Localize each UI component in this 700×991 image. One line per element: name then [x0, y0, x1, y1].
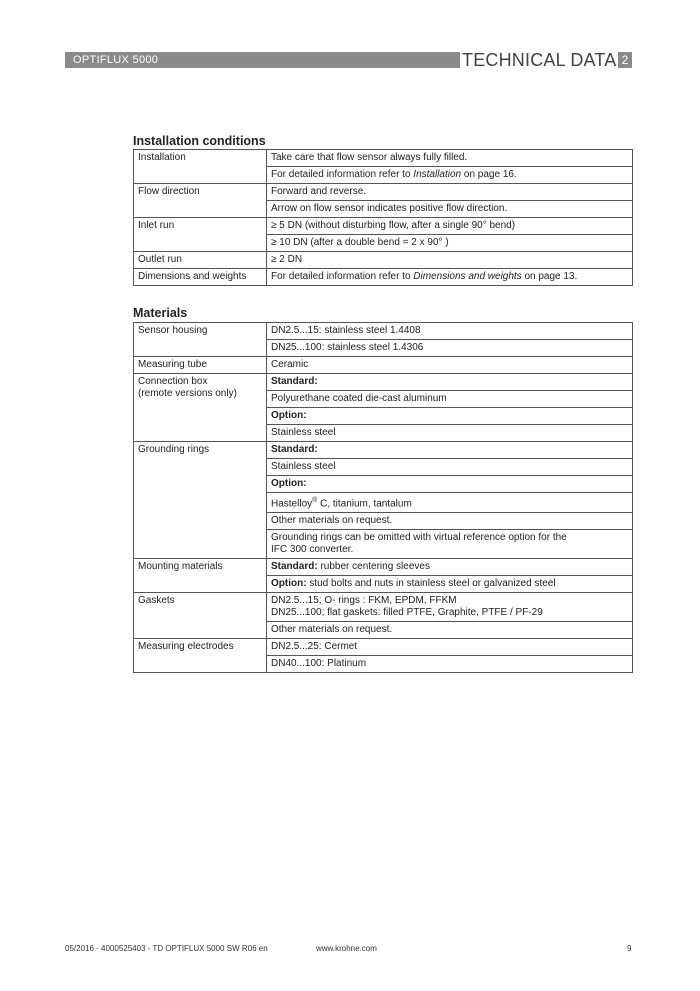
row-label: Installation [134, 150, 267, 184]
footer-website: www.krohne.com [316, 944, 377, 953]
row-value: Forward and reverse. [267, 184, 633, 201]
row-value: Option: [267, 408, 633, 425]
table-row [134, 442, 633, 459]
table-row [134, 593, 633, 622]
row-value: Hastelloy® C, titanium, tantalum [267, 493, 633, 513]
row-label: Flow direction [134, 184, 267, 218]
row-label: Grounding rings [134, 442, 267, 559]
table-row [134, 357, 633, 374]
row-label: Mounting materials [134, 559, 267, 593]
registered-mark: ® [312, 497, 318, 504]
row-value: DN25...100: stainless steel 1.4306 [267, 340, 633, 357]
table-row [134, 639, 633, 656]
row-value: DN2.5...15; O- rings : FKM, EPDM, FFKM DN25...100; flat gaskets: filled PTFE, Graphite, PTFE / PF-29 [267, 593, 633, 622]
table-row [134, 184, 633, 201]
row-label: Outlet run [134, 252, 267, 269]
row-value: Option: [267, 476, 633, 493]
row-value: Standard: rubber centering sleeves [267, 559, 633, 576]
row-label: Measuring tube [134, 357, 267, 374]
header-product-bar [65, 52, 460, 68]
chapter-number-badge: 2 [618, 52, 632, 68]
row-label: Inlet run [134, 218, 267, 252]
footer-doc-id: 05/2016 - 4000525403 - TD OPTIFLUX 5000 SW R06 en [65, 944, 268, 953]
table-row [134, 252, 633, 269]
row-value: ≥ 2 DN [267, 252, 633, 269]
row-value: Standard: [267, 374, 633, 391]
table-row [134, 150, 633, 167]
row-label: Sensor housing [134, 323, 267, 357]
row-value: ≥ 10 DN (after a double bend = 2 x 90° ) [267, 235, 633, 252]
row-value: Option: stud bolts and nuts in stainless steel or galvanized steel [267, 576, 633, 593]
row-label: Gaskets [134, 593, 267, 639]
header-product: OPTIFLUX 5000 [73, 54, 159, 66]
row-value: DN40...100: Platinum [267, 656, 633, 673]
row-value: Ceramic [267, 357, 633, 374]
table-row [134, 269, 633, 286]
row-value: Standard: [267, 442, 633, 459]
row-value: Polyurethane coated die-cast aluminum [267, 391, 633, 408]
table-row [134, 323, 633, 340]
materials-section-title: Materials [133, 306, 188, 320]
row-value: Arrow on flow sensor indicates positive flow direction. [267, 201, 633, 218]
table-row [134, 218, 633, 235]
row-value: For detailed information refer to Installation on page 16. [267, 167, 633, 184]
row-label: Dimensions and weights [134, 269, 267, 286]
row-value: Stainless steel [267, 425, 633, 442]
header-section-title: TECHNICAL DATA [462, 50, 617, 70]
materials-table [133, 322, 633, 673]
dimensions-link: Dimensions and weights [413, 271, 522, 282]
row-value: For detailed information refer to Dimensions and weights on page 13. [267, 269, 633, 286]
installation-section-title: Installation conditions [133, 134, 266, 148]
table-row [134, 374, 633, 391]
installation-table [133, 149, 633, 286]
table-row [134, 559, 633, 576]
row-value: Take care that flow sensor always fully filled. [267, 150, 633, 167]
row-value: ≥ 5 DN (without disturbing flow, after a single 90° bend) [267, 218, 633, 235]
row-value: Other materials on request. [267, 622, 633, 639]
row-label: Connection box (remote versions only) [134, 374, 267, 442]
row-label: Measuring electrodes [134, 639, 267, 673]
row-value: Grounding rings can be omitted with virtual reference option for the IFC 300 converter. [267, 530, 633, 559]
row-value: Stainless steel [267, 459, 633, 476]
footer-page-number: 9 [627, 944, 632, 953]
installation-link: Installation [413, 169, 462, 180]
row-value: DN2.5...25: Cermet [267, 639, 633, 656]
row-value: Other materials on request. [267, 513, 633, 530]
row-value: DN2.5...15: stainless steel 1.4408 [267, 323, 633, 340]
